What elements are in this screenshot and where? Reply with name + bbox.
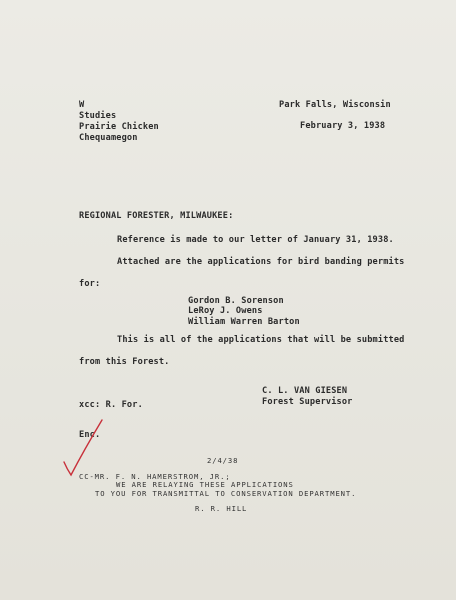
body-paragraph-3-line1: This is all of the applications that will be submitted [117, 335, 405, 345]
salutation: REGIONAL FORESTER, MILWAUKEE: [79, 211, 234, 221]
note-line2: TO YOU FOR TRANSMITTAL TO CONSERVATION DEPARTMENT. [95, 489, 357, 498]
file-subject-line2: Prairie Chicken [79, 122, 159, 132]
file-marker: W [79, 100, 85, 110]
letter-place: Park Falls, Wisconsin [279, 100, 391, 110]
applicant-name: William Warren Barton [188, 317, 300, 327]
note-signature: R. R. HILL [195, 504, 248, 513]
letter-date: February 3, 1938 [300, 121, 386, 131]
note-line1: WE ARE RELAYING THESE APPLICATIONS [116, 480, 294, 489]
xcc-line: xcc: R. For. [79, 400, 143, 410]
enclosure-line: Enc. [79, 430, 101, 440]
for-label: for: [79, 279, 101, 289]
body-paragraph-2: Attached are the applications for bird banding permits [117, 257, 405, 267]
note-cc-line: CC-MR. F. N. HAMERSTROM, JR.; [79, 472, 231, 481]
applicant-name: LeRoy J. Owens [188, 306, 263, 316]
file-subject-line1: Studies [79, 111, 117, 121]
signature-title: Forest Supervisor [262, 397, 353, 407]
file-subject-line3: Chequamegon [79, 133, 138, 143]
body-paragraph-3-line2: from this Forest. [79, 357, 170, 367]
note-date: 2/4/38 [207, 456, 239, 465]
applicant-name: Gordon B. Sorenson [188, 296, 284, 306]
signature-name: C. L. VAN GIESEN [262, 386, 348, 396]
body-paragraph-1: Reference is made to our letter of January 31, 1938. [117, 235, 394, 245]
